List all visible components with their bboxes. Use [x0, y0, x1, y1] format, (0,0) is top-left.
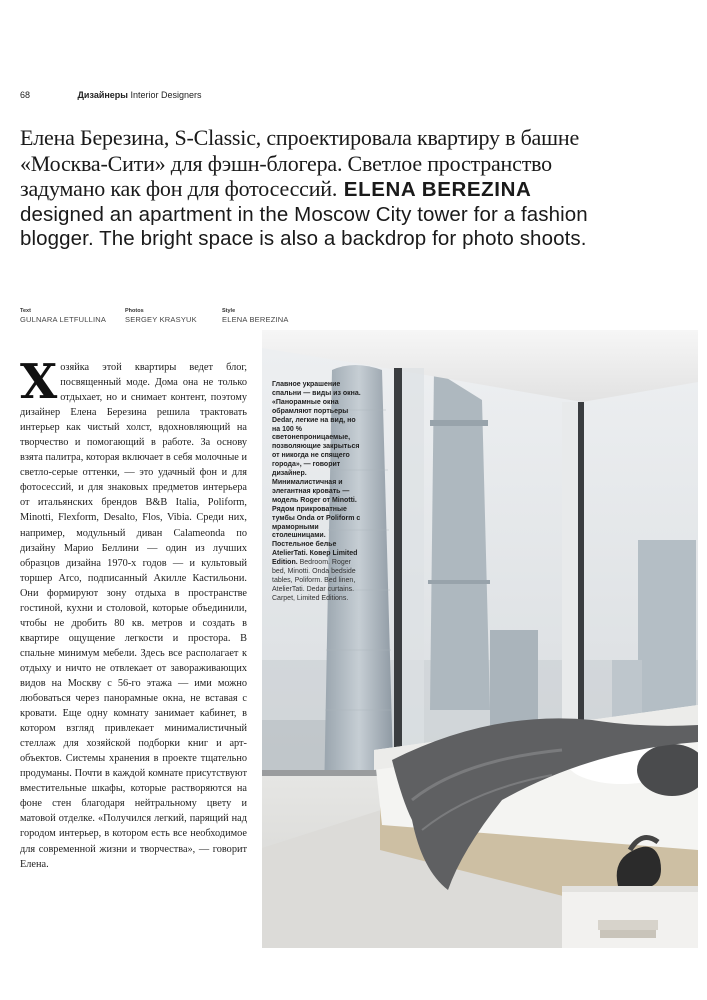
headline-ru: Елена Березина, S-Classic, спроектировала квартиру в башне «Москва-Сити» для фэшн-блогера. Светлое пространство задумано как фон для фотосессий. [20, 125, 580, 201]
credit-value: GULNARA LETFULLINA [20, 315, 107, 324]
headline-en-name: ELENA BEREZINA [343, 178, 532, 201]
drop-cap: Х [20, 354, 58, 410]
caption-en: Bedroom. Roger bed, Minotti. Onda bedside tables, Poliform. Bed linen, AtelierTati. Dedar curtains. Carpet, Limited Editions. [272, 559, 356, 602]
page-number: 68 [20, 90, 31, 100]
photo-caption [272, 381, 362, 604]
credit-label: Photos [125, 308, 144, 314]
credit-text [20, 308, 106, 325]
credit-label: Text [20, 308, 31, 314]
credit-label: Style [222, 308, 236, 314]
credit-photos [125, 308, 197, 325]
headline [20, 126, 595, 252]
running-header [20, 90, 202, 104]
credit-value: ELENA BEREZINA [222, 315, 289, 324]
headline-en: designed an apartment in the Moscow City tower for a fashion blogger. The bright space is also a backdrop for photo shoots. [20, 202, 588, 250]
article-body [20, 354, 247, 872]
caption-ru: Главное украшение спальни — виды из окна. «Панорамные окна обрамляют портьеры Dedar, легкие на вид, но на 100 % светонепроницаемые, позволяющие закрыться от никогда не спящего города», — говорит дизайнер. Минималистичная и элегантная кровать — модель Roger от Minotti. Рядом прикроватные тумбы Onda от Poliform с мраморными столешницами. Постельное белье AtelierTati. Ковер Limited Edition. [272, 381, 361, 567]
credit-value: SERGEY KRASYUK [125, 315, 197, 324]
credit-style [222, 308, 289, 325]
article-text: озяйка этой квартиры ведет блог, посвященный моде. Дома она не только отдыхает, но и снимает контент, поэтому дизайнер Елена Березина решила трактовать интерьер как чистый холст, вдохновляющий на творчество и помогающий в работе. За основу взята палитра, которая включает в себя молочные и светло-серые оттенки, — это удачный фон и для фотосессий, и для знаковых предметов интерьера от итальянских брендов B&B Italia, Poliform, Minotti, Flexform, Desalto, Flos, Vibia. Среди них, например, модульный диван Calameonda по дизайну Марио Беллини — один из лучших образцов дизайна 1970-х годов — и культовый торшер Arco, подписанный Акилле Кастильони. Они формируют зону отдыха в пространстве гостиной, кухни и столовой, которые объединили, чтобы не дробить 80 кв. метров и создать в квартире ощущение легкости и простора. В спальне минимум мебели. Здесь все располагает к отдыху и ничто не отвлекает от завораживающих видов на Москву с 56-го этажа — ими можно любоваться через панорамные окна, не вставая с кровати. Еще одну комнату занимает кабинет, в котором взгляд привлекает минималистичный стеллаж для хозяйской подборки книг и арт-объектов. Системы хранения в проекте тщательно продуманы. Почти в каждой комнате присутствуют вместительные шкафы, которые растворяются на фоне стен благодаря нейтральному цвету и матовой отделке. «Получился легкий, парящий над городом интерьер, в котором есть все необходимое для современной жизни и творчества», — говорит Елена. [20, 362, 247, 870]
section-title-en: Interior Designers [130, 90, 202, 100]
section-title-ru: Дизайнеры [77, 90, 128, 100]
